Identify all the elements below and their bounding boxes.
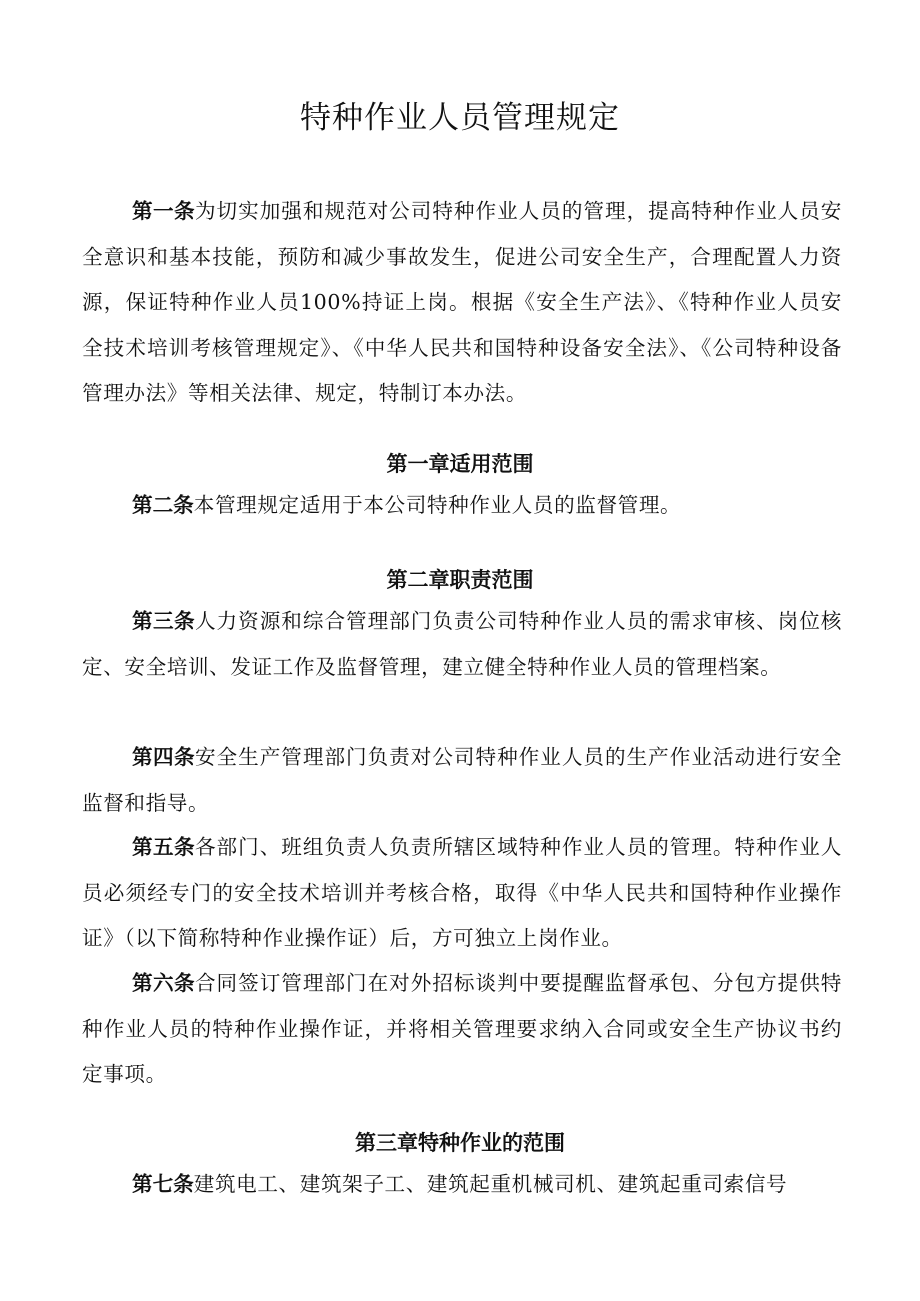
article-4 (82, 735, 842, 826)
article-6 (82, 961, 842, 1098)
article-number: 第七条 (132, 1172, 194, 1196)
article-text: 人力资源和综合管理部门负责公司特种作业人员的需求审核、岗位核定、安全培训、发证工作及监督管理，建立健全特种作业人员的管理档案。 (82, 609, 843, 679)
article-text: 本管理规定适用于本公司特种作业人员的监督管理。 (193, 493, 682, 517)
article-1 (82, 189, 842, 417)
article-text: 安全生产管理部门负责对公司特种作业人员的生产作业活动进行安全监督和指导。 (82, 745, 843, 815)
article-2 (82, 483, 842, 529)
article-5 (82, 825, 842, 962)
chapter-2-heading: 第二章职责范围 (386, 568, 534, 592)
article-text: 为切实加强和规范对公司特种作业人员的管理，提高特种作业人员安全意识和基本技能，预防和减少事故发生，促进公司安全生产，合理配置人力资源，保证特种作业人员100%持证上岗。根据《安全生产法》、《特种作业人员安全技术培训考核管理规定》、《中华人民共和国特种设备安全法》、《公司特种设备管理办法》等相关法律、规定，特制订本办法。 (82, 199, 843, 405)
document-title: 特种作业人员管理规定 (300, 100, 620, 136)
chapter-3-heading: 第三章特种作业的范围 (355, 1131, 565, 1155)
article-text: 合同签订管理部门在对外招标谈判中要提醒监督承包、分包方提供特种作业人员的特种作业操作证，并将相关管理要求纳入合同或安全生产协议书约定事项。 (82, 971, 843, 1086)
article-number: 第三条 (132, 609, 195, 633)
article-3 (82, 599, 842, 690)
article-number: 第四条 (132, 745, 195, 769)
article-text: 建筑电工、建筑架子工、建筑起重机械司机、建筑起重司索信号 (193, 1172, 788, 1196)
article-7 (82, 1162, 842, 1208)
chapter-1-heading: 第一章适用范围 (386, 452, 534, 476)
article-number: 第六条 (132, 971, 195, 995)
article-number: 第一条 (132, 199, 195, 223)
article-text: 各部门、班组负责人负责所辖区域特种作业人员的管理。特种作业人员必须经专门的安全技术培训并考核合格，取得《中华人民共和国特种作业操作证》（以下简称特种作业操作证）后，方可独立上岗作业。 (82, 835, 843, 950)
article-number: 第五条 (132, 835, 195, 859)
article-number: 第二条 (132, 493, 194, 517)
